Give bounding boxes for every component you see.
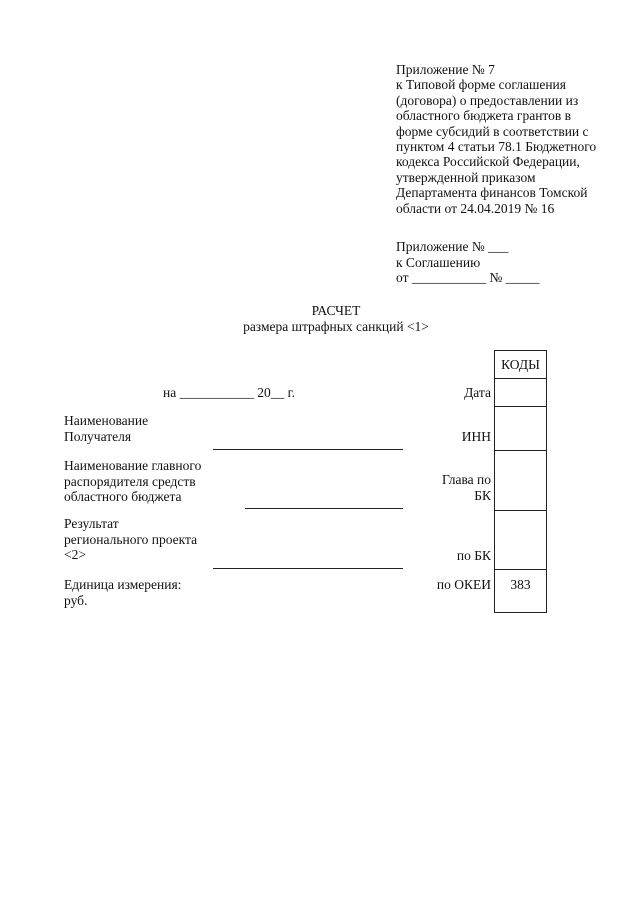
agreement-label: к Соглашению	[396, 254, 481, 270]
project-result-label-line: <2>	[64, 547, 86, 563]
appendix-line: Приложение № 7	[396, 62, 495, 77]
main-manager-label-line: Наименование главного	[64, 458, 202, 473]
project-result-field[interactable]	[213, 568, 403, 569]
codes-table	[494, 350, 547, 613]
head-bk-label-line: Глава по	[441, 472, 491, 487]
unit-label-line: руб.	[64, 592, 88, 608]
unit-label-line: Единица измерения:	[64, 577, 182, 592]
recipient-label	[64, 413, 148, 444]
appendix-line: форме субсидий в соответствии с	[396, 123, 589, 139]
recipient-label-line: Получателя	[64, 428, 132, 444]
appendix-line: пунктом 4 статьи 78.1 Бюджетного	[396, 139, 597, 155]
title-main: РАСЧЕТ	[311, 303, 361, 318]
project-result-label-line: Результат	[64, 516, 119, 531]
unit-label	[64, 577, 181, 608]
codes-header-cell	[495, 351, 546, 378]
inn-code-label: ИНН	[461, 429, 491, 444]
head-bk-code-label	[400, 472, 491, 503]
main-manager-label	[64, 458, 201, 505]
appendix-line: утвержденной приказом	[396, 169, 536, 185]
agreement-date-number: от ___________ № _____	[396, 270, 540, 286]
agreement-appendix-number: Приложение № ___	[396, 239, 509, 254]
main-manager-label-line: областного бюджета	[64, 489, 182, 505]
project-result-label	[64, 516, 197, 563]
okei-code-label: по ОКЕИ	[436, 577, 491, 592]
title-sub: размера штрафных санкций <1>	[243, 319, 429, 334]
document-title	[0, 303, 640, 335]
main-manager-field[interactable]	[245, 508, 403, 509]
recipient-label-line: Наименование	[64, 413, 149, 428]
agreement-reference	[396, 239, 539, 286]
appendix-line: к Типовой форме соглашения	[396, 77, 566, 93]
date-code-cell[interactable]	[495, 378, 546, 407]
appendix-line: (договора) о предоставлении из	[396, 92, 579, 108]
date-line: на ___________ 20__ г.	[163, 385, 295, 400]
appendix-note	[396, 62, 636, 216]
by-bk-code-label: по БК	[456, 548, 491, 563]
recipient-field[interactable]	[213, 449, 403, 450]
codes-header: КОДЫ	[501, 357, 540, 372]
appendix-line: областного бюджета грантов в	[396, 108, 572, 124]
head-bk-label-line: БК	[474, 487, 491, 503]
head-bk-code-cell[interactable]	[495, 450, 546, 511]
okei-code-value: 383	[510, 577, 531, 592]
by-bk-code-cell[interactable]	[495, 510, 546, 570]
appendix-line: области от 24.04.2019 № 16	[396, 200, 555, 216]
okei-code-cell[interactable]	[495, 569, 546, 614]
main-manager-label-line: распорядителя средств	[64, 473, 196, 489]
appendix-line: Департамента финансов Томской	[396, 185, 588, 201]
inn-code-cell[interactable]	[495, 406, 546, 451]
appendix-line: кодекса Российской Федерации,	[396, 154, 580, 170]
project-result-label-line: регионального проекта	[64, 531, 198, 547]
date-code-label: Дата	[464, 385, 491, 400]
